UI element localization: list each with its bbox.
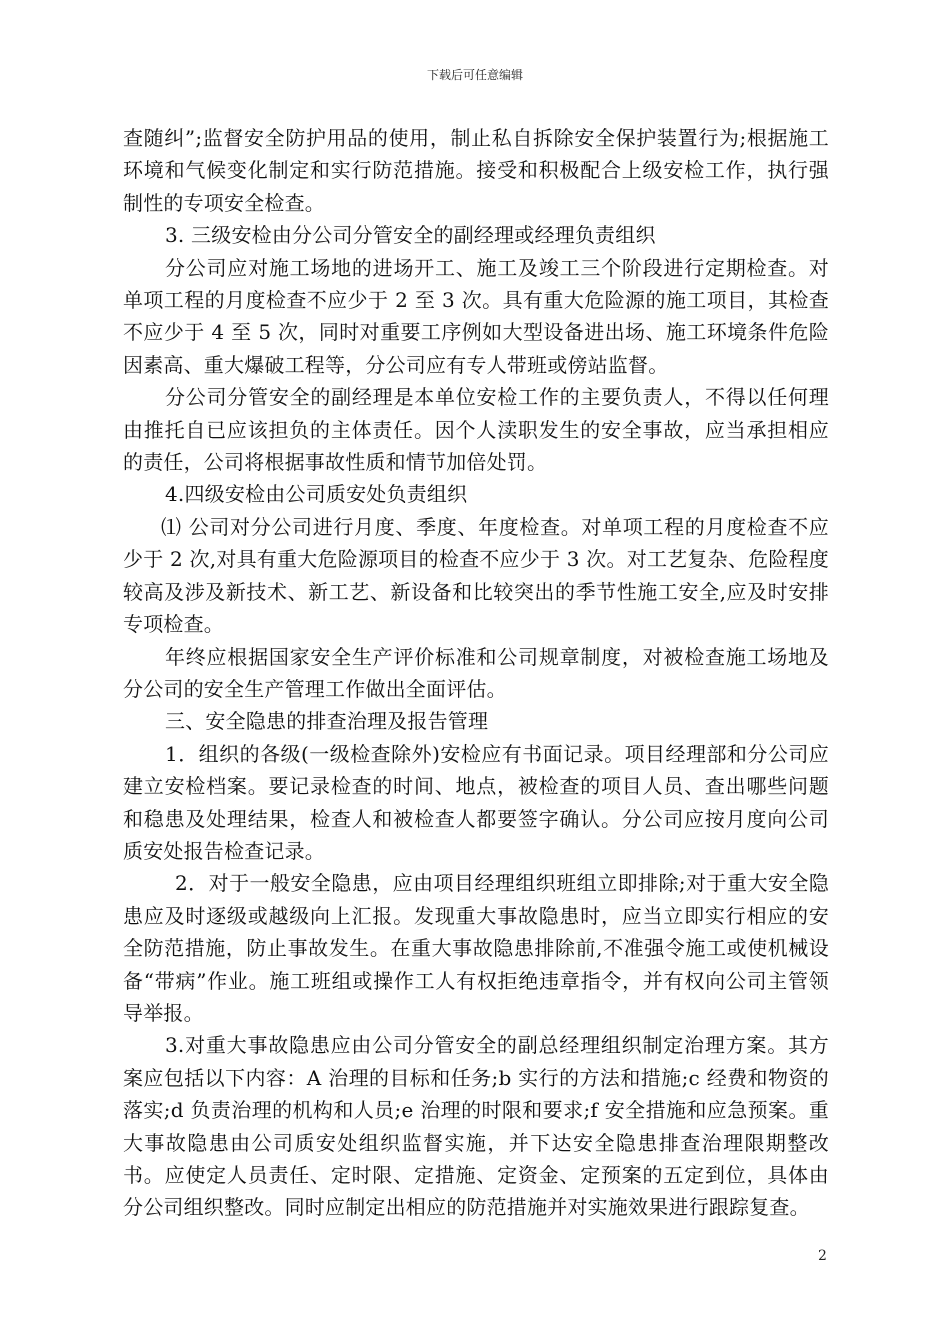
heading-level-4-inspection: 4.四级安检由公司质安处负责组织 [165,482,468,507]
paragraph-item-1: 1．组织的各级(一级检查除外)安检应有书面记录。项目经理部和分公司应建立安检档案。要记录检查的时间、地点，被检查的项目人员、查出哪些问题和稳患及处理结果，检查人和被检查人都要签字确认。分公司应按月度向公司质安处报告检查记录。 [123,741,829,863]
paragraph-item-2: 2．对于一般安全隐患，应由项目经理组织班组立即排除;对于重大安全隐患应及时逐级或越级向上汇报。发现重大事故隐患时，应当立即实行相应的安全防范措施，防止事故发生。在重大事故隐患排除前,不准强令施工或使机械设备“带病”作业。施工班组或操作工人有权拒绝违章指令，并有权向公司主管领导举报。 [123,871,829,1025]
paragraph-branch-inspection: 分公司应对施工场地的进场开工、施工及竣工三个阶段进行定期检查。对单项工程的月度检查不应少于 2 至 3 次。具有重大危险源的施工项目，其检查不应少于 4 至 5 次，同时对重要工序例如大型设备进出场、施工环境条件危险因素高、重大爆破工程等，分公司应有专人带班或傍站监督。 [123,255,829,377]
paragraph-item-3: 3.对重大事故隐患应由公司分管安全的副总经理组织制定治理方案。其方案应包括以下内容：A 治理的目标和任务;b 实行的方法和措施;c 经费和物资的落实;d 负责治理的机构和人员;e 治理的时限和要求;f 安全措施和应急预案。重大事故隐患由公司质安处组织监督实施，并下达安全隐患排查治理限期整改书。应使定人员责任、定时限、定措施、定资金、定预案的五定到位，具体由分公司组织整改。同时应制定出相应的防范措施并对实施效果进行跟踪复查。 [123,1033,829,1220]
paragraph-year-end-evaluation: 年终应根据国家安全生产评价标准和公司规章制度，对被检查施工场地及分公司的安全生产管理工作做出全面评估。 [123,644,829,701]
page-number: 2 [818,1248,827,1264]
heading-level-3-inspection: 3. 三级安检由分公司分管安全的副经理或经理负责组织 [165,223,656,248]
paragraph-branch-responsibility: 分公司分管安全的副经理是本单位安检工作的主要负责人，不得以任何理由推托自已应该担负的主体责任。因个人渎职发生的安全事故，应当承担相应的责任，公司将根据事故性质和情节加倍处罚。 [123,385,829,475]
document-body [123,122,829,1224]
page-header: 下载后可任意编辑 [426,68,523,82]
section-heading-hazard-management: 三、安全隐患的排查治理及报告管理 [165,709,489,734]
paragraph-continuation: 查随纠”;监督安全防护用品的使用，制止私自拆除安全保护装置行为;根据施工环境和气候变化制定和实行防范措施。接受和积极配合上级安检工作，执行强制性的专项安全检查。 [123,126,829,215]
paragraph-company-inspection: ⑴ 公司对分公司进行月度、季度、年度检查。对单项工程的月度检查不应少于 2 次,对具有重大危险源项目的检查不应少于 3 次。对工艺复杂、危险程度较高及涉及新技术、新工艺、新设备和比较突出的季节性施工安全,应及时安排专项检查。 [123,514,829,637]
